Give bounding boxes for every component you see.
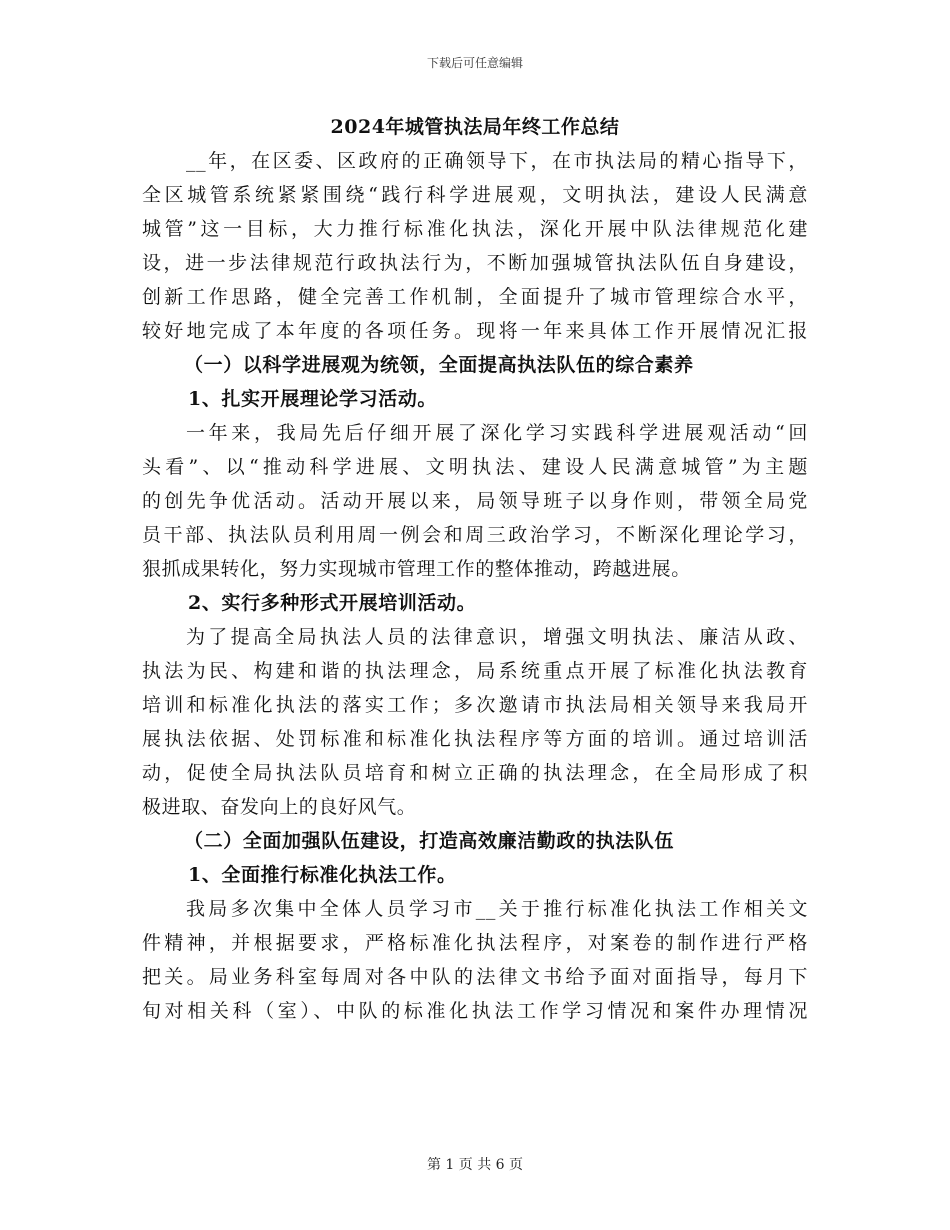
page-number: 第 1 页 共 6 页 xyxy=(426,1157,524,1173)
paragraph-line: 头看”、以“推动科学进展、文明执法、建设人民满意城管”为主题 xyxy=(142,456,808,478)
paragraph-line: 一年来，我局先后仔细开展了深化学习实践科学进展观活动“回 xyxy=(186,422,808,444)
document-body xyxy=(142,110,808,1028)
subsection-heading: 2、实行多种形式开展培训活动。 xyxy=(188,592,477,614)
paragraph-line: 狠抓成果转化，努力实现城市管理工作的整体推动，跨越进展。 xyxy=(142,558,691,580)
document-title: 2024年城管执法局年终工作总结 xyxy=(330,116,620,138)
paragraph-line: __年，在区委、区政府的正确领导下，在市执法局的精心指导下， xyxy=(186,150,808,172)
intro-paragraph xyxy=(142,144,808,348)
paragraph-line: 件精神，并根据要求，严格标准化执法程序，对案卷的制作进行严格 xyxy=(142,932,808,954)
paragraph-line: 展执法依据、处罚标准和标准化执法程序等方面的培训。通过培训活 xyxy=(142,728,808,750)
paragraph-line: 为了提高全局执法人员的法律意识，增强文明执法、廉洁从政、 xyxy=(186,626,808,648)
header-note: 下载后可任意编辑 xyxy=(426,56,523,70)
section-heading: （一）以科学进展观为统领，全面提高执法队伍的综合素养 xyxy=(184,354,694,376)
paragraph-line: 创新工作思路，健全完善工作机制，全面提升了城市管理综合水平， xyxy=(142,286,808,308)
paragraph-line: 我局多次集中全体人员学习市__关于推行标准化执法工作相关文 xyxy=(186,898,808,920)
subsection-paragraph xyxy=(142,892,808,1028)
subsection-paragraph xyxy=(142,416,808,586)
paragraph-line: 员干部、执法队员利用周一例会和周三政治学习，不断深化理论学习， xyxy=(142,524,808,546)
subsection-paragraph xyxy=(142,620,808,824)
section-heading: （二）全面加强队伍建设，打造高效廉洁勤政的执法队伍 xyxy=(184,830,675,852)
paragraph-line: 旬对相关科（室）、中队的标准化执法工作学习情况和案件办理情况 xyxy=(142,1000,808,1022)
paragraph-line: 城管”这一目标，大力推行标准化执法，深化开展中队法律规范化建 xyxy=(142,218,808,240)
paragraph-line: 执法为民、构建和谐的执法理念，局系统重点开展了标准化执法教育 xyxy=(142,660,808,682)
paragraph-line: 设，进一步法律规范行政执法行为，不断加强城管执法队伍自身建设， xyxy=(142,252,808,274)
subsection-heading: 1、扎实开展理论学习活动。 xyxy=(188,388,438,410)
paragraph-line: 全区城管系统紧紧围绕“践行科学进展观，文明执法，建设人民满意 xyxy=(142,184,808,206)
paragraph-line: 的创先争优活动。活动开展以来，局领导班子以身作则，带领全局党 xyxy=(142,490,808,512)
paragraph-line: 较好地完成了本年度的各项任务。现将一年来具体工作开展情况汇报 xyxy=(142,320,808,342)
paragraph-line: 极进取、奋发向上的良好风气。 xyxy=(142,796,417,818)
paragraph-line: 动，促使全局执法队员培育和树立正确的执法理念，在全局形成了积 xyxy=(142,762,808,784)
subsection-heading: 1、全面推行标准化执法工作。 xyxy=(188,864,457,886)
paragraph-line: 把关。局业务科室每周对各中队的法律文书给予面对面指导，每月下 xyxy=(142,966,808,988)
paragraph-line: 培训和标准化执法的落实工作；多次邀请市执法局相关领导来我局开 xyxy=(142,694,808,716)
